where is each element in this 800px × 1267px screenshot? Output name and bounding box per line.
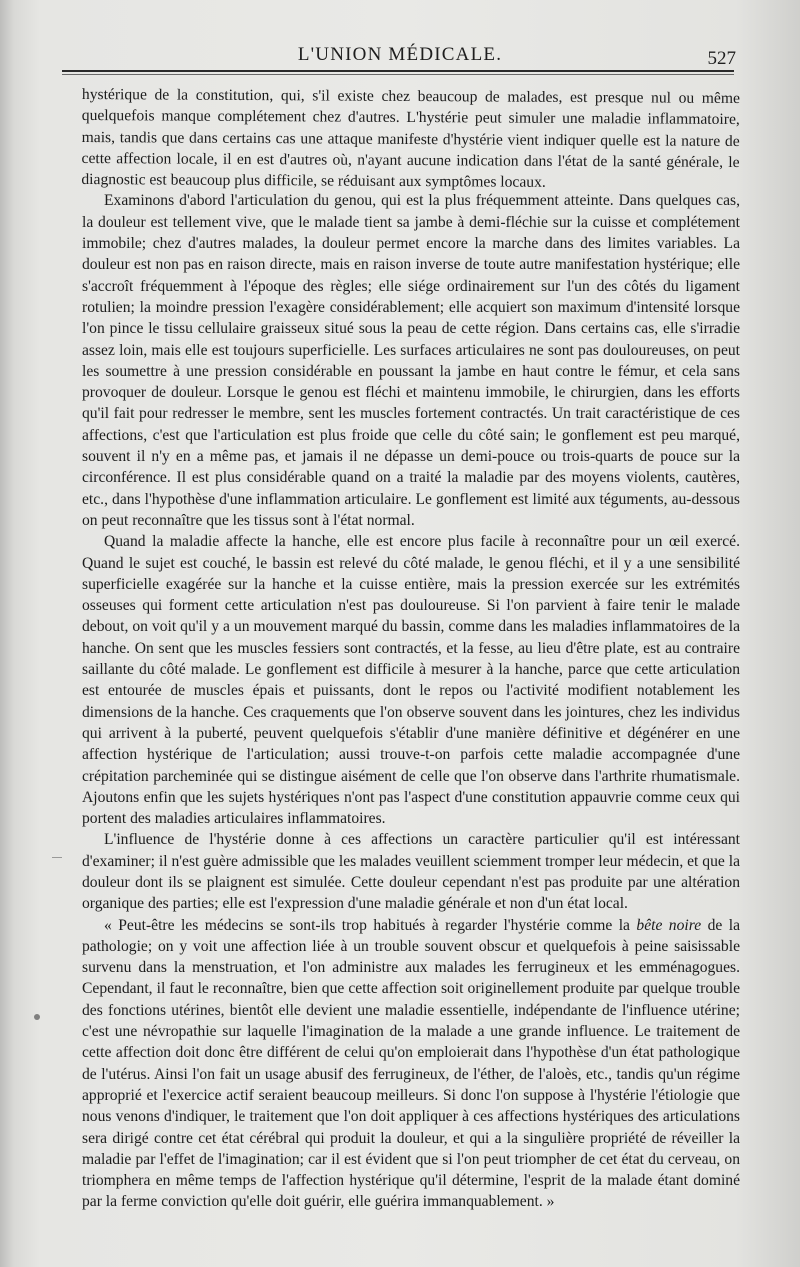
paragraph-continuation: hystérique de la constitution, qui, s'il existe chez beaucoup de malades, est presque nul ou même quelquefois manque complétement chez d'autres. L'hystérie peut simuler une maladie inflammatoire, mais, tandis que dans certains cas une attaque manifeste d'hystérie vient indiquer quelle est la nature de cette affection locale, il en est d'autres où, n'ayant aucune indication dans l'état de la santé générale, le diagnostic est beaucoup plus difficile, se réduisant aux symptômes locaux.	[81, 85, 740, 192]
header-rule-thin	[62, 74, 734, 75]
running-title: L'UNION MÉDICALE.	[297, 44, 503, 65]
page-number: 527	[707, 48, 736, 69]
margin-mark	[52, 857, 62, 858]
paragraph-knee: Examinons d'abord l'articulation du genou, qui est la plus fréquemment atteinte. Dans quelques cas, la douleur est tellement vive, que le malade tient sa jambe à demi-fléchie sur la cuisse et complétement immobile; chez d'autres malades, la douleur permet encore la marche dans des limites variables. La douleur est non pas en raison directe, mais en raison inverse de toute autre manifestation hystérique; elle s'accroît fréquemment à l'époque des règles; elle siége ordinairement sur l'un des côtés du ligament rotulien; la moindre pression l'exagère considérablement; elle acquiert son maximum d'intensité lorsque l'on pince le tissu cellulaire graisseux situé sous la peau de cette région. Dans certains cas, elle s'irradie assez loin, mais elle est toujours superficielle. Les surfaces articulaires ne sont pas douloureuses, on peut les soumettre à une pression considérable en poussant la jambe en haut contre le fémur, et cela sans provoquer de douleur. Lorsque le genou est fléchi et maintenu immobile, le chirurgien, dans les efforts qu'il fait pour redresser le membre, sent les muscles fortement contractés. Un trait caractéristique de ces affections, c'est que l'articulation est plus froide que celle du côté sain; le gonflement est peu marqué, souvent il n'y en a même pas, et jamais il ne dépasse un demi-pouce ou trois-quarts de pouce sur la circonférence. Il est plus considérable quand on a traité la maladie par des moyens violents, cautères, etc., dans l'hypothèse d'une inflammation articulaire. Le gonflement est limité aux téguments, au-dessous on peut reconnaître que les tissus sont à l'état normal.	[82, 192, 740, 529]
paragraph-influence: L'influence de l'hystérie donne à ces affections un caractère particulier qu'il est intéressant d'examiner; il n'est guère admissible que les malades veuillent sciemment tromper leur médecin, et que la douleur dont ils se plaignent est simulée. Cette douleur cependant n'est pas produite par une altération organique des parties; elle est l'expression d'une maladie générale et non d'un état local.	[82, 831, 740, 913]
header-rule	[62, 70, 734, 72]
quote-emphasis: bête noire	[636, 916, 702, 934]
quote-text-start: « Peut-être les médecins se sont-ils trop habitués à regarder l'hystérie comme la	[104, 916, 637, 934]
paragraph-hip: Quand la maladie affecte la hanche, elle est encore plus facile à reconnaître pour un œil exercé. Quand le sujet est couché, le bassin est relevé du côté malade, le genou fléchi, et il y a une sensibilité superficielle exagérée sur la hanche et la cuisse entière, mais la pression exercée sur les extrémités osseuses qui forment cette articulation n'est pas douloureuse. Si l'on parvient à faire tenir le malade debout, on voit qu'il y a un mouvement marqué du bassin, comme dans les maladies inflammatoires de la hanche. On sent que les muscles fessiers sont contractés, et la fesse, au lieu d'être plate, est au contraire saillante du côté malade. Le gonflement est difficile à mesurer à la hanche, parce que cette articulation est entourée de muscles épais et puissants, dont le repos ou l'activité modifient notablement les dimensions de la hanche. Ces craquements que l'on observe souvent dans les jointures, chez les individus qui arrivent à la puberté, peuvent quelquefois s'établir d'une manière définitive et dégénérer en une affection hystérique de l'articulation; aussi trouve-t-on parfois cette maladie accompagnée d'une crépitation parcheminée qui se distingue aisément de celle que l'on observe dans l'arthrite rhumatismale. Ajoutons enfin que les sujets hystériques n'ont pas l'aspect d'une constitution appauvrie comme ceux qui portent des maladies articulaires inflammatoires.	[82, 533, 740, 828]
paragraph-quotation	[82, 915, 740, 1213]
article-body	[82, 84, 740, 1213]
margin-dot	[34, 1014, 40, 1020]
quote-text-end: de la pathologie; on y voit une affection liée à un trouble souvent obscur et quelquefois à peine saisissable survenu dans la menstruation, et l'on administre aux malades les ferrugineux et les emménagogues. Cependant, il faut le reconnaître, bien que cette affection soit originellement produite par quelque trouble des fonctions utérines, bientôt elle devient une maladie essentielle, indépendante de l'influence utérine; c'est une névropathie sur laquelle l'imagination de la malade a une grande influence. Le traitement de cette affection doit donc être différent de celui qu'on emploierait dans l'hypothèse d'un état pathologique de l'utérus. Ainsi l'on fait un usage abusif des ferrugineux, de l'éther, de l'aloès, etc., tandis qu'un régime approprié et l'exercice actif seraient beaucoup meilleurs. Si donc l'on suppose à l'hystérie l'étiologie que nous venons d'indiquer, le traitement que l'on doit appliquer à ces affections hystériques des articulations sera dirigé contre cet état cérébral qui produit la douleur, et qui a la singulière propriété de réveiller la maladie par l'effet de l'imagination; car il est évident que si l'on peut triompher de cet état du cerveau, on triomphera en même temps de l'affection hystérique qu'il détermine, l'esprit de la malade étant dominé par la ferme conviction qu'elle doit guérir, elle guérira immanquablement. »	[82, 916, 740, 1211]
